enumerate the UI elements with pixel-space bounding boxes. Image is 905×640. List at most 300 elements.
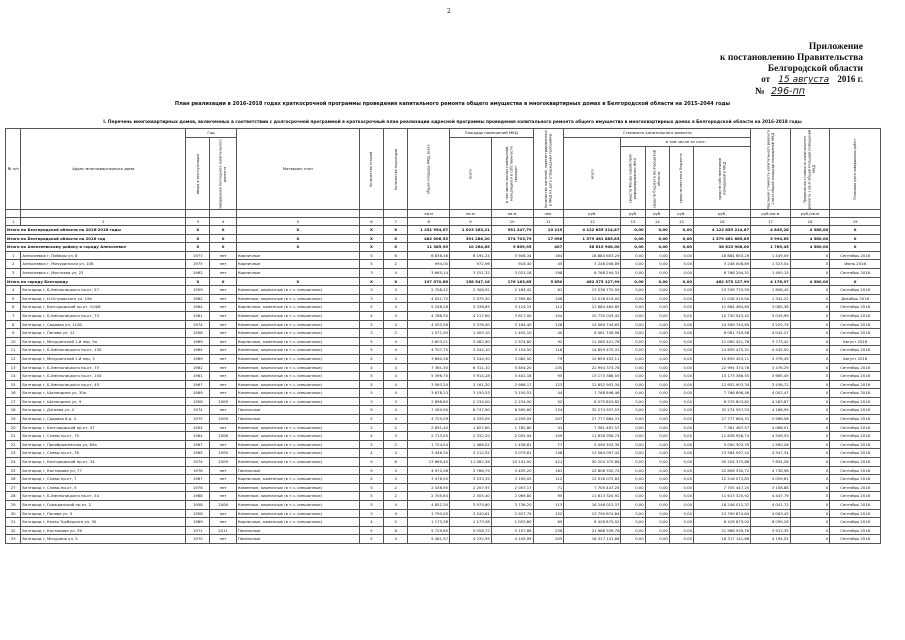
table-cell: 2 [384,423,408,432]
table-cell: 13 564 097,42 [564,449,621,458]
table-cell: 5 854,20 [491,363,533,372]
table-cell: нет [210,260,236,269]
table-cell: 2 234,00 [450,397,492,406]
table-cell: 0,00 [669,483,693,492]
appendix-number [755,86,805,97]
table-cell: 2 974,80 [491,337,533,346]
table-cell: 0,00 [621,346,645,355]
total-row [6,243,881,252]
table-cell: 0,00 [669,286,693,295]
table-cell: 17 [6,397,21,406]
table-cell: 4 [384,475,408,484]
table-cell: X [790,346,830,355]
table-cell: 1958 [186,501,210,510]
table-cell: 3 [359,268,383,277]
address-cell: Белгород г, Б.Хмельницкого пр-кт, 104 [21,372,186,381]
table-cell: 4 232,95 [450,535,492,544]
table-cell: 5 [359,535,383,544]
table-cell: 3 248 008,89 [564,260,621,269]
table-cell: нет [210,509,236,518]
table-cell: 29 [6,501,21,510]
table-cell: Кирпичные, каменные (в т.ч. смешанные) [236,337,359,346]
table-cell: 0,00 [669,466,693,475]
total-cell: X [186,226,210,235]
table-cell: 2 [384,440,408,449]
table-cell: X [790,337,830,346]
table-cell: 32 274 557,53 [694,406,751,415]
table-cell: 8 575 803,82 [564,397,621,406]
table-cell: 0,00 [645,372,669,381]
table-cell: 2008 [210,432,236,441]
table-cell: 6 311,10 [450,363,492,372]
table-cell: 6 768 294,31 [694,268,751,277]
table-cell: 4 335,09 [450,415,492,424]
table-cell: 1961 [186,311,210,320]
header-year: Год [186,129,237,138]
total-row [6,234,881,243]
table-cell: 4 [384,303,408,312]
table-cell: 7 450,90 [408,406,450,415]
table-row [6,406,881,415]
table-cell: X [790,320,830,329]
table-cell: Сентябрь 2016 [830,372,881,381]
table-cell: 8 426 875,02 [694,518,751,527]
address-cell: Белгород г, Мичурина ул, 5 [21,535,186,544]
table-cell: 0,00 [621,449,645,458]
table-cell: нет [210,535,236,544]
table-cell: 1975 [186,415,210,424]
unit-cell: руб./кв.м [751,210,791,218]
total-cell: 4 845,28 [751,226,791,235]
address-cell: Белгород г, Костюкова ул, 36 [21,526,186,535]
column-number-cell: 18 [790,218,830,226]
total-cell: X [236,226,359,235]
table-cell: 1962 [186,363,210,372]
table-cell: 4 [384,346,408,355]
column-number-cell: 12 [564,218,621,226]
table-cell: нет [210,286,236,295]
table-cell: 1977 [186,251,210,260]
page-number: 2 [447,8,451,15]
table-cell: 2 207,97 [450,483,492,492]
table-cell: 3 [359,397,383,406]
table-cell: Каменные, кирпичные (в т.ч. смешанные) [236,286,359,295]
table-cell: 0,00 [645,251,669,260]
table-cell: 0,00 [621,535,645,544]
table-cell: 2009 [210,449,236,458]
table-cell: 5 [359,380,383,389]
table-cell: 5 [359,492,383,501]
table-cell: 4 [384,268,408,277]
table-row [6,483,881,492]
table-cell: X [790,415,830,424]
table-cell: Кирпичные [236,268,359,277]
table-cell: 1962 [186,268,210,277]
table-cell: 3 817,00 [491,311,533,320]
total-cell: 374 703,79 [491,234,533,243]
table-cell: 33 [6,535,21,544]
address-cell: Белгород г, Белгородский пр-кт, 47 [21,423,186,432]
table-cell: 13 [6,363,21,372]
address-cell: Белгород г, Садовая ул, 112б [21,320,186,329]
table-cell: 40 [533,329,564,338]
table-row [6,415,881,424]
table-cell: 0,00 [645,354,669,363]
table-cell: 6 [384,458,408,467]
total-cell: X [359,277,383,286]
header-entrances: Количество подъездов [384,129,408,210]
table-cell: Сентябрь 2016 [830,311,881,320]
table-cell: 3 [6,268,21,277]
column-number-cell: 15 [669,218,693,226]
table-cell: 3 336,65 [450,303,492,312]
table-cell: 4 066,01 [751,423,791,432]
column-number-cell: 8 [408,218,450,226]
table-cell: 113 [533,501,564,510]
header-max-cost: Предельная стоимость капитального ремонта 1 кв.м общей площади помещений МКД [790,129,830,210]
table-row [6,449,881,458]
table-cell: 2 [6,260,21,269]
table-cell: 3 248 008,89 [694,260,751,269]
table-cell: нет [210,423,236,432]
total-cell: 0,00 [621,243,645,252]
table-cell: 0,00 [621,320,645,329]
header-area-group: Площадь помещений МКД [450,129,534,138]
table-cell: 3 402,18 [491,372,533,381]
table-header [6,129,881,226]
table-cell: 0,00 [645,286,669,295]
table-cell: 30 [6,509,21,518]
table-cell: 3 913,35 [751,526,791,535]
table-cell: 3 158,88 [751,483,791,492]
table-cell: 0,00 [645,320,669,329]
table-cell: 0,00 [669,329,693,338]
table-cell: Сентябрь 2016 [830,535,881,544]
table-cell: 18 246 012,37 [564,501,621,510]
number-value: 296-пп [771,86,805,97]
table-cell: 1 342,22 [751,294,791,303]
column-number-cell: 10 [491,218,533,226]
column-number-cell: 14 [645,218,669,226]
table-cell: 1 405,10 [491,329,533,338]
total-cell: 4 122 855 214,87 [564,226,621,235]
table-cell: 13 790 874,84 [564,509,621,518]
table-cell: Каменные, кирпичные (в т.ч. смешанные) [236,440,359,449]
table-cell: 0,00 [669,415,693,424]
table-cell: Сентябрь 2016 [830,286,881,295]
table-cell: 0,00 [645,466,669,475]
table-cell: Сентябрь 2016 [830,458,881,467]
table-cell: 92 [533,337,564,346]
table-cell: 3 975,60 [450,501,492,510]
register-table [5,128,881,544]
table-cell: 4 166,99 [751,406,791,415]
table-cell: 0,00 [669,294,693,303]
address-cell: Белгород г, Б.Хмельницкого пр-кт, 73 [21,311,186,320]
table-row [6,311,881,320]
table-cell: 1976 [186,466,210,475]
table-cell: нет [210,311,236,320]
table-cell: 0,00 [621,294,645,303]
table-cell: X [790,268,830,277]
table-cell: нет [210,251,236,260]
table-cell: 5 [359,354,383,363]
table-cell: X [790,251,830,260]
table-cell: 4 786,30 [408,311,450,320]
table-cell: 3 085,36 [751,303,791,312]
table-cell: 5 729,65 [408,526,450,535]
table-cell: нет [210,406,236,415]
table-cell: 1969 [186,337,210,346]
table-cell: Сентябрь 2016 [830,380,881,389]
table-row [6,492,881,501]
table-cell: 5 248,28 [408,303,450,312]
table-cell: 4 553,56 [408,320,450,329]
table-cell: 9 [359,458,383,467]
table-cell: Сентябрь 2016 [830,389,881,398]
table-cell: 18 317 141,66 [564,535,621,544]
address-cell: Белгород г, Садовая 8-р, 4 [21,415,186,424]
table-cell: нет [210,492,236,501]
table-cell: 44 [533,389,564,398]
unit-cell: руб. [564,210,621,218]
table-cell: 161 [533,466,564,475]
table-cell: 11 018 419,00 [564,294,621,303]
table-cell: 2 966,58 [751,415,791,424]
table-cell: 1 173,38 [450,518,492,527]
table-row [6,286,881,295]
column-number-cell: 1 [6,218,21,226]
table-cell: 1 827,60 [450,423,492,432]
total-cell: 0,00 [645,277,669,286]
table-cell: 12 852 903,34 [694,380,751,389]
table-cell: 1974 [186,458,210,467]
table-cell: 4 217,60 [450,311,492,320]
table-cell: 0,00 [645,449,669,458]
table-cell: 0,00 [669,380,693,389]
table-cell: Каменные, кирпичные (в т.ч. смешанные) [236,354,359,363]
table-cell: 0,00 [645,303,669,312]
table-cell: 0,00 [669,389,693,398]
total-cell: 9 809,95 [491,243,533,252]
table-cell: 4 041,72 [751,501,791,510]
table-cell: X [790,518,830,527]
table-cell: 14 859 475,31 [564,346,621,355]
date-prefix: от [761,74,771,84]
table-cell: 1954 [186,423,210,432]
table-cell: 10 730 043,42 [694,311,751,320]
appendix-resolution: к постановлению Правительства [720,53,863,63]
table-cell: 0,00 [645,337,669,346]
total-cell: 462 375 127,99 [694,277,751,286]
total-label: Итого по Алексеевскому району и городу Алексеевке [6,243,186,252]
table-cell: 0,00 [669,268,693,277]
table-cell: 5 [359,415,383,424]
table-cell: Каменные, кирпичные (в т.ч. смешанные) [236,294,359,303]
table-cell: 3 [384,286,408,295]
table-cell: 3 023,18 [491,268,533,277]
table-cell: 5 [359,389,383,398]
table-cell: Сентябрь 2016 [830,329,881,338]
table-cell: 6 [6,303,21,312]
table-cell: 3 544,10 [450,346,492,355]
address-cell: Белгород г, Гражданский пр-кт, 2 [21,501,186,510]
table-cell: 7 361,30 [408,363,450,372]
table-cell: 28 [6,492,21,501]
table-row [6,363,881,372]
table-cell: 0,00 [645,397,669,406]
table-cell: 0,00 [645,329,669,338]
table-cell: 0,00 [645,501,669,510]
total-cell: 4 380,00 [790,234,830,243]
table-cell: 3 244,30 [450,354,492,363]
total-cell: 0,00 [645,234,669,243]
total-cell: X [210,234,236,243]
table-cell: 5 461,57 [408,535,450,544]
table-cell: 207 [533,415,564,424]
header-area-private: в том числе жилых помещений, находящихся в собственности граждан [491,138,533,210]
table-cell: 5 090 303,35 [564,440,621,449]
table-cell: нет [210,294,236,303]
table-cell: Кирпичные [236,260,359,269]
table-row [6,320,881,329]
table-cell: Кирпичные, каменные (в т.ч. смешанные) [236,303,359,312]
table-cell: 0,00 [621,509,645,518]
table-cell: 4 [384,354,408,363]
total-cell: 4 380,00 [790,243,830,252]
table-cell: 112 [533,303,564,312]
total-cell: 4 176,97 [751,277,791,286]
total-cell: 0,00 [669,234,693,243]
table-cell: 77 [533,440,564,449]
header-residents: Количество жителей, зарегистрированных в МКД на дату утверждения программы [533,129,564,210]
table-cell: 6 768 294,31 [564,268,621,277]
table-cell: 3 [384,432,408,441]
table-cell: 2 [384,492,408,501]
table-cell: 5 [359,526,383,535]
address-cell: Белгород г, Мичуринский 1-й пер, 5а [21,337,186,346]
table-cell: 3 [359,509,383,518]
table-cell: 0,00 [621,518,645,527]
table-cell: 8 [6,320,21,329]
appendix-title: Приложение [808,42,863,52]
table-cell: 0,00 [669,432,693,441]
table-cell: 3 225,79 [751,320,791,329]
table-cell: 1964 [186,346,210,355]
table-cell: 4 738,98 [751,466,791,475]
table-cell: 0,00 [621,432,645,441]
total-cell: 197 570,66 [408,277,450,286]
table-cell: 4 [384,406,408,415]
table-cell: 4 [6,286,21,295]
column-number-cell: 7 [384,218,408,226]
table-cell: 3 079,61 [491,449,533,458]
table-row [6,268,881,277]
table-cell: 0,00 [621,372,645,381]
table-cell: 5 [359,320,383,329]
table-cell: 14 569 744,65 [694,320,751,329]
table-cell: 0,00 [669,346,693,355]
table-cell: 0,00 [669,458,693,467]
table-cell: 0,00 [645,509,669,518]
table-cell: 0,00 [669,509,693,518]
table-cell: 18 884 653,29 [694,251,751,260]
table-cell: 45 [533,260,564,269]
table-cell: 2 [359,423,383,432]
address-cell: Белгород г, Славы пр-кт, 7 [21,475,186,484]
table-cell: 4 194,52 [751,535,791,544]
table-cell: Каменные, кирпичные (в т.ч. смешанные) [236,311,359,320]
column-number-cell: 3 [186,218,210,226]
column-number-cell: 11 [533,218,564,226]
table-cell: 5 [359,337,383,346]
table-cell: 5 [359,483,383,492]
column-number-cell: 13 [621,218,645,226]
total-cell: X [210,277,236,286]
table-cell: 0,00 [621,329,645,338]
table-cell: X [790,466,830,475]
table-cell: 4 972,06 [408,466,450,475]
table-cell: 1 436,81 [491,440,533,449]
header-area-total: всего [450,138,492,210]
total-cell: 1 579 461 885,85 [694,234,751,243]
total-cell: 19 219 [533,226,564,235]
table-cell: 13 564 097,42 [694,449,751,458]
table-cell: 3 124,15 [491,303,533,312]
table-cell: 13 790 874,84 [694,509,751,518]
table-row [6,380,881,389]
header-year-commission: ввода в эксплуатацию [186,138,210,210]
table-cell: 0,00 [621,458,645,467]
total-cell: 1 765,45 [751,243,791,252]
table-cell: Сентябрь 2016 [830,363,881,372]
table-cell: 3 665,14 [408,268,450,277]
table-cell: 2 708,42 [408,286,450,295]
table-cell: Каменные, кирпичные (в т.ч. смешанные) [236,397,359,406]
table-cell: 3 678,23 [408,389,450,398]
table-cell: 13 173 386,55 [694,372,751,381]
table-cell: Август 2016 [830,337,881,346]
table-cell: 27 777 664,31 [564,415,621,424]
table-cell: 21 [6,432,21,441]
table-cell: 12 516 073,83 [564,475,621,484]
table-cell: 4 [384,449,408,458]
table-cell: Каменные, кирпичные (в т.ч. смешанные) [236,432,359,441]
table-cell: 1958 [186,329,210,338]
table-cell: 6 [384,251,408,260]
table-cell: 1975 [186,260,210,269]
table-cell: нет [210,466,236,475]
total-cell: 17 096 [533,234,564,243]
table-cell: 11 684 464,85 [564,303,621,312]
table-cell: 0,00 [621,483,645,492]
table-cell: Каменные, кирпичные (в т.ч. смешанные) [236,458,359,467]
table-cell: 0,00 [645,423,669,432]
table-row [6,397,881,406]
table-row [6,346,881,355]
table-cell: Сентябрь 2016 [830,268,881,277]
table-cell: 7 768 898,46 [564,389,621,398]
table-cell: 7 768 898,46 [694,389,751,398]
table-cell: 0,00 [621,260,645,269]
table-cell: Июнь 2016 [830,260,881,269]
appendix-date [761,74,863,85]
table-cell: 1967 [186,380,210,389]
table-cell: 9 [359,466,383,475]
header-year-last-repair: завершения последнего капитального ремонта [210,138,236,210]
table-cell: 1989 [186,389,210,398]
table-row [6,294,881,303]
